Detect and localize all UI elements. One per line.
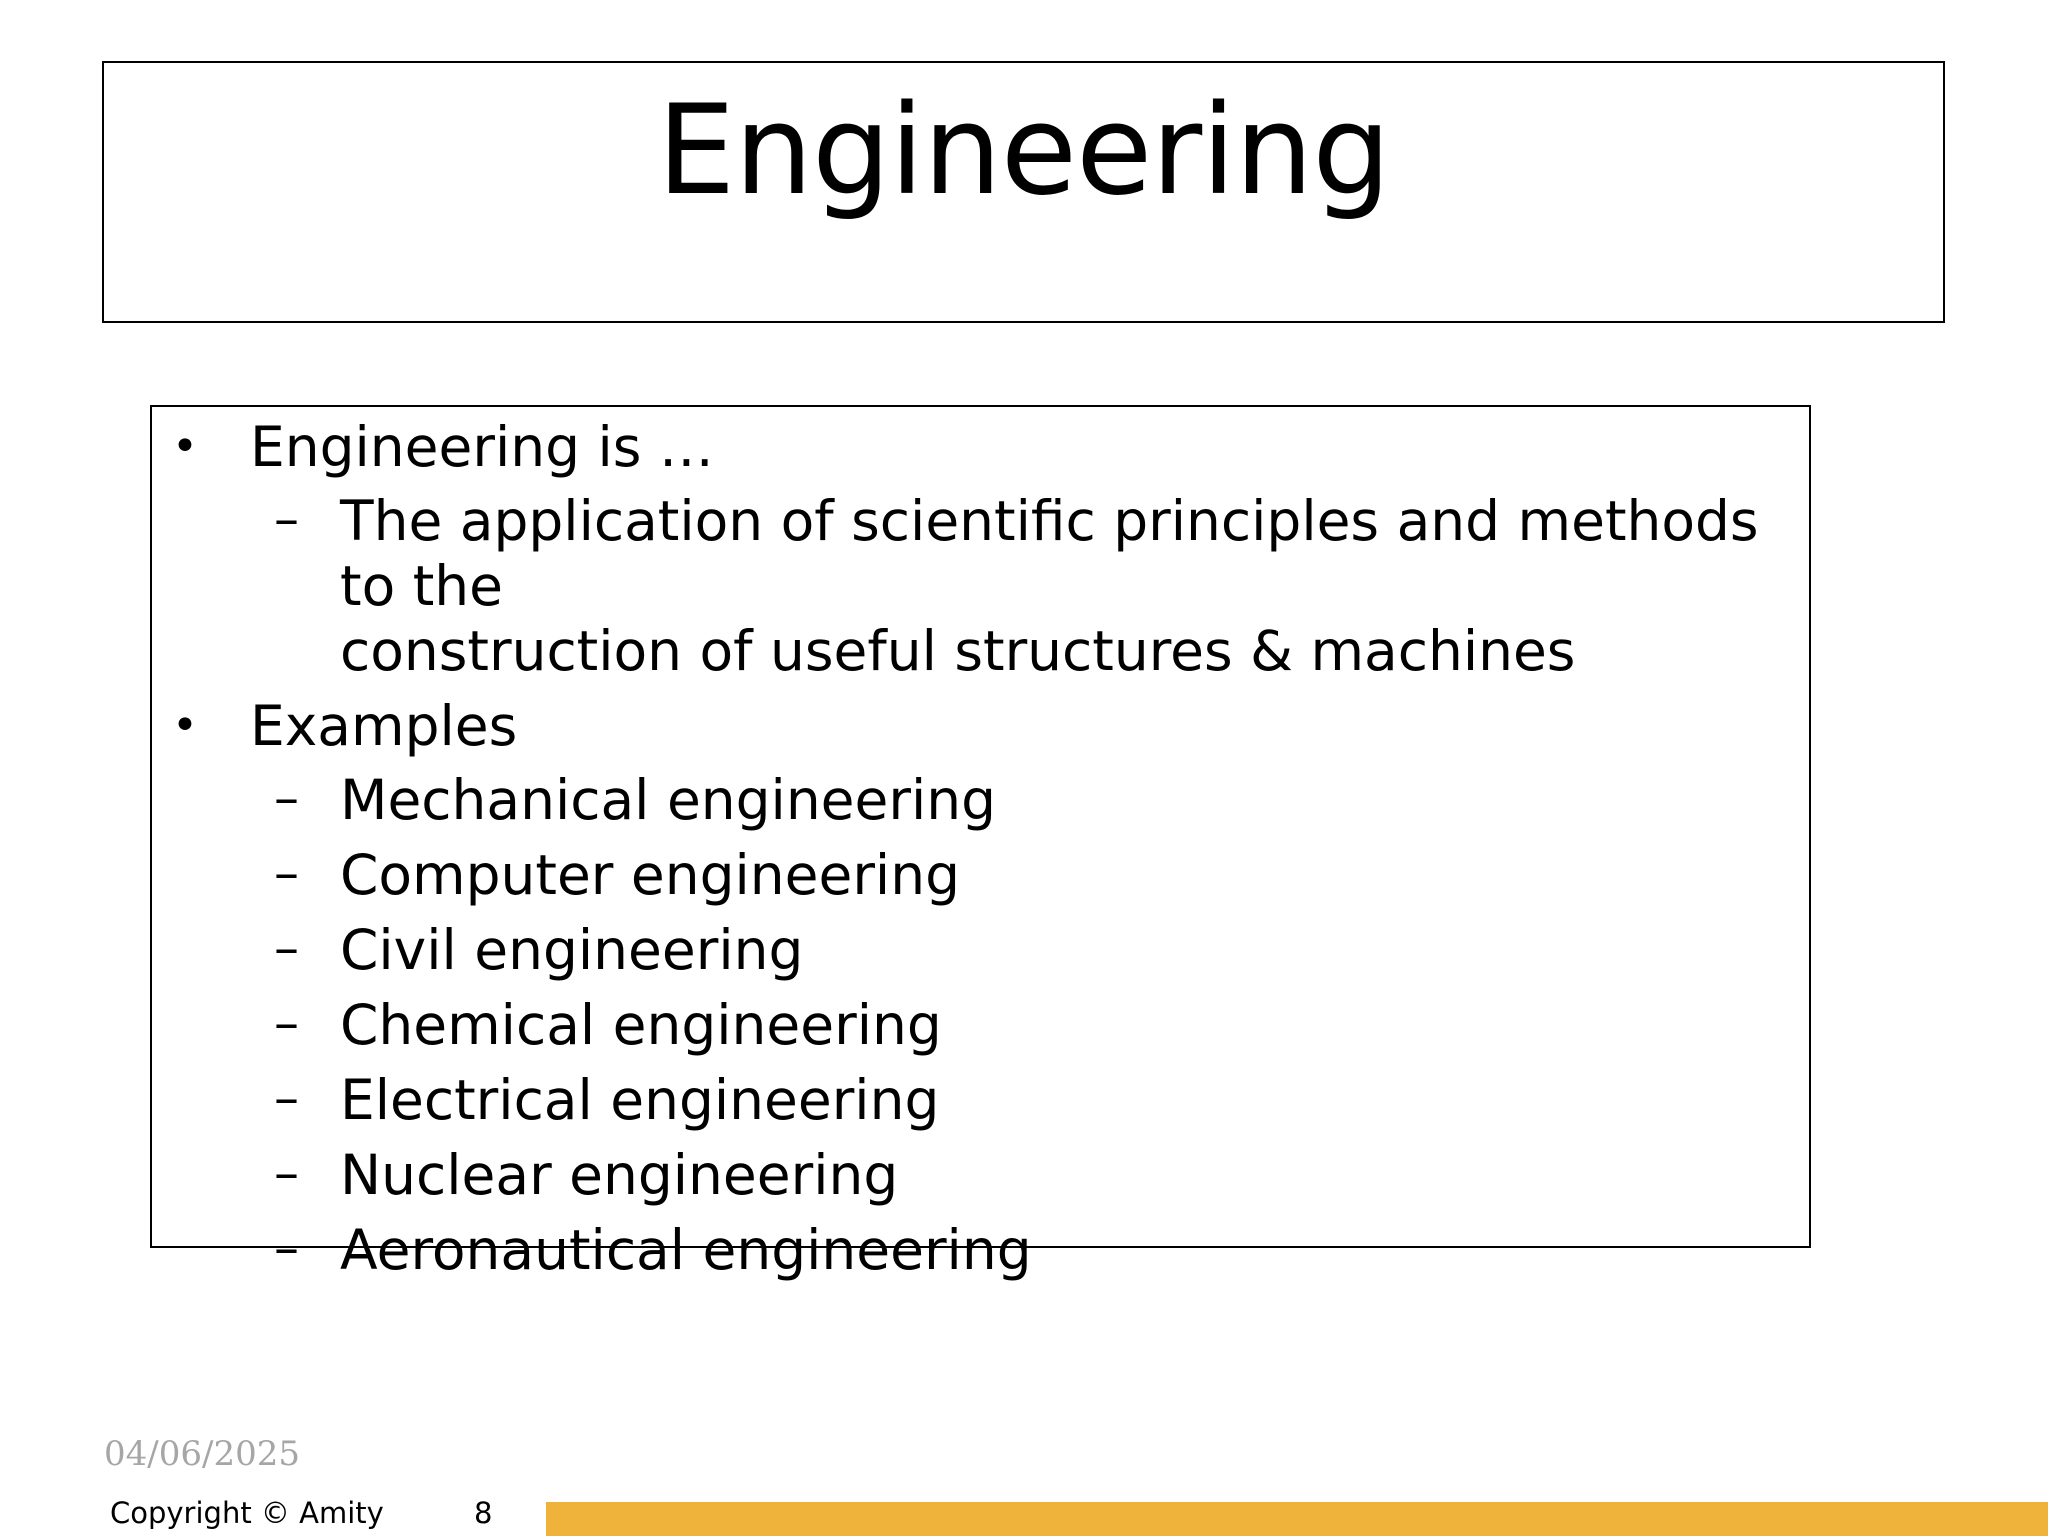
dash-icon: – [274,1219,299,1277]
bullet-icon: • [172,421,198,472]
sub-bullet-item [152,1143,1813,1208]
title-placeholder [102,61,1945,323]
dash-icon: – [274,769,299,827]
sub-bullet-item [152,843,1813,908]
dash-icon: – [274,919,299,977]
slide-date: 04/06/2025 [104,1434,300,1474]
sub-bullet-item [152,1218,1813,1283]
bullet-icon: • [172,700,198,751]
sub-bullet-item [152,918,1813,983]
footer-accent-bar [546,1502,2048,1536]
dash-icon: – [274,844,299,902]
sub-bullet-item [152,1068,1813,1133]
sub-bullet-item [152,768,1813,833]
bullet-item [152,415,1813,479]
bullet-text: Examples [250,694,518,758]
sub-bullet-text: Chemical engineering [340,993,942,1057]
copyright-text: Copyright © Amity [110,1496,384,1530]
sub-bullet-text: Electrical engineering [340,1068,940,1132]
sub-bullet-item [152,993,1813,1058]
dash-icon: – [274,1144,299,1202]
sub-bullet-text: Mechanical engineering [340,768,997,832]
slide-number: 8 [474,1496,493,1530]
sub-bullet-item [152,489,1813,684]
bullet-list [152,415,1813,1293]
sub-bullet-text-line: construction of useful structures & machines [340,619,1576,683]
bullet-text: Engineering is … [250,415,714,479]
bullet-item [152,694,1813,758]
sub-bullet-text: Computer engineering [340,843,960,907]
dash-icon: – [274,1069,299,1127]
slide-title: Engineering [657,79,1390,223]
sub-bullet-text: Nuclear engineering [340,1143,899,1207]
dash-icon: – [274,490,299,548]
dash-icon: – [274,994,299,1052]
content-placeholder [150,405,1811,1282]
sub-bullet-text-line: The application of scientific principles and methods to the [340,489,1759,618]
sub-bullet-text: Civil engineering [340,918,804,982]
sub-bullet-text: Aeronautical engineering [340,1218,1032,1282]
